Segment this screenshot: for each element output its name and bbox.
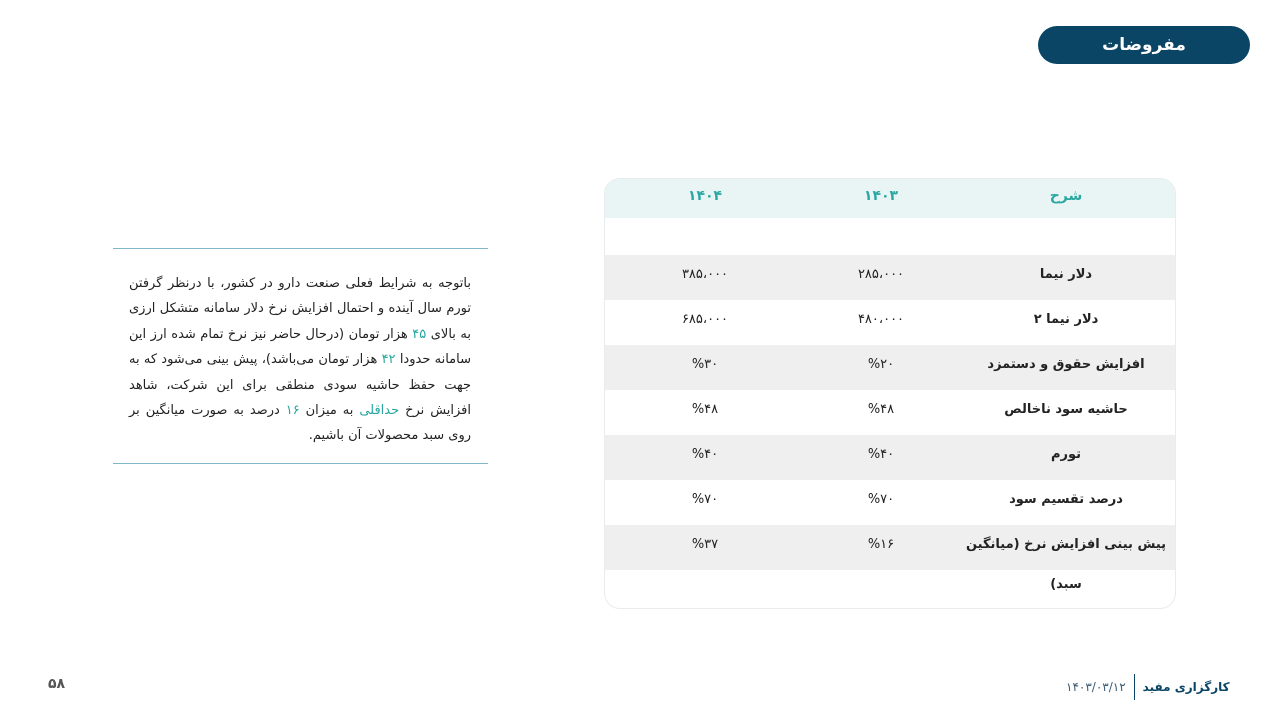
row-value-1404: %۳۷ — [691, 537, 719, 552]
footer — [1066, 673, 1230, 701]
text-part-4: به میزان — [299, 403, 360, 419]
row-value-1404: %۴۰ — [691, 447, 719, 462]
row-value-1404: %۳۰ — [691, 357, 719, 372]
row-value-1403: ۴۸۰،۰۰۰ — [857, 312, 905, 327]
table-header-row — [605, 179, 1176, 218]
row-value-1403: %۴۸ — [867, 402, 895, 417]
row-value-1403: %۲۰ — [867, 357, 895, 372]
table-row — [605, 345, 1176, 390]
row-value-1404: ۶۸۵،۰۰۰ — [681, 312, 729, 327]
footer-date: ۱۴۰۳/۰۳/۱۲ — [1066, 680, 1126, 694]
footer-brand: کارگزاری مفید — [1142, 680, 1230, 694]
assumptions-table — [604, 178, 1176, 609]
table-row — [605, 525, 1176, 592]
text-part-1: باتوجه به شرایط فعلی صنعت دارو در کشور، با درنظر گرفتن تورم سال آینده و احتمال افزایش نرخ دلار سامانه متشکل ارزی به بالای — [129, 276, 471, 342]
row-value-1404: %۴۸ — [691, 402, 719, 417]
text-part-3: هزار تومان می‌باشد)، پیش بینی می‌شود که به جهت حفظ حاشیه سودی منطقی برای این شرکت، شاهد افزایش نرخ — [129, 352, 472, 419]
table-row — [605, 255, 1176, 300]
header-1404: ۱۴۰۴ — [687, 188, 723, 204]
assumptions-paragraph — [129, 271, 471, 449]
row-value-1403: %۷۰ — [867, 492, 895, 507]
table-row — [605, 390, 1176, 435]
table-row — [605, 300, 1176, 345]
row-label: درصد تقسیم سود — [1009, 492, 1123, 507]
table-row — [605, 435, 1176, 480]
row-value-1404: ۳۸۵،۰۰۰ — [681, 267, 729, 282]
text-part-5: درصد به صورت میانگین بر روی سبد محصولات آن باشیم. — [129, 403, 471, 444]
table-row — [605, 480, 1176, 525]
text-part-2: هزار تومان (درحال حاضر نیز نرخ تمام شده ارز این سامانه حدودا — [129, 326, 471, 368]
highlight-45: ۴۵ — [412, 326, 427, 342]
row-value-1403: %۴۰ — [867, 447, 895, 462]
row-label: پیش بینی افزایش نرخ (میانگین سبد) — [965, 537, 1167, 592]
header-1403: ۱۴۰۳ — [863, 188, 899, 204]
row-value-1403: ۲۸۵،۰۰۰ — [857, 267, 905, 282]
row-value-1404: %۷۰ — [691, 492, 719, 507]
highlight-42: ۴۲ — [381, 352, 396, 368]
highlight-minimum: حداقلی — [359, 403, 400, 419]
header-desc: شرح — [1049, 188, 1083, 204]
row-label: افزایش حقوق و دستمزد — [987, 357, 1145, 372]
row-label: حاشیه سود ناخالص — [1004, 402, 1128, 417]
row-label: دلار نیما ۲ — [1033, 312, 1099, 327]
row-label: دلار نیما — [1039, 267, 1093, 282]
highlight-16: ۱۶ — [285, 403, 300, 419]
row-value-1403: %۱۶ — [867, 537, 895, 552]
page-title: مفروضات — [1038, 26, 1250, 64]
row-label: تورم — [1050, 447, 1082, 462]
page-number: ۵۸ — [48, 676, 66, 692]
assumptions-text-box — [113, 248, 488, 464]
